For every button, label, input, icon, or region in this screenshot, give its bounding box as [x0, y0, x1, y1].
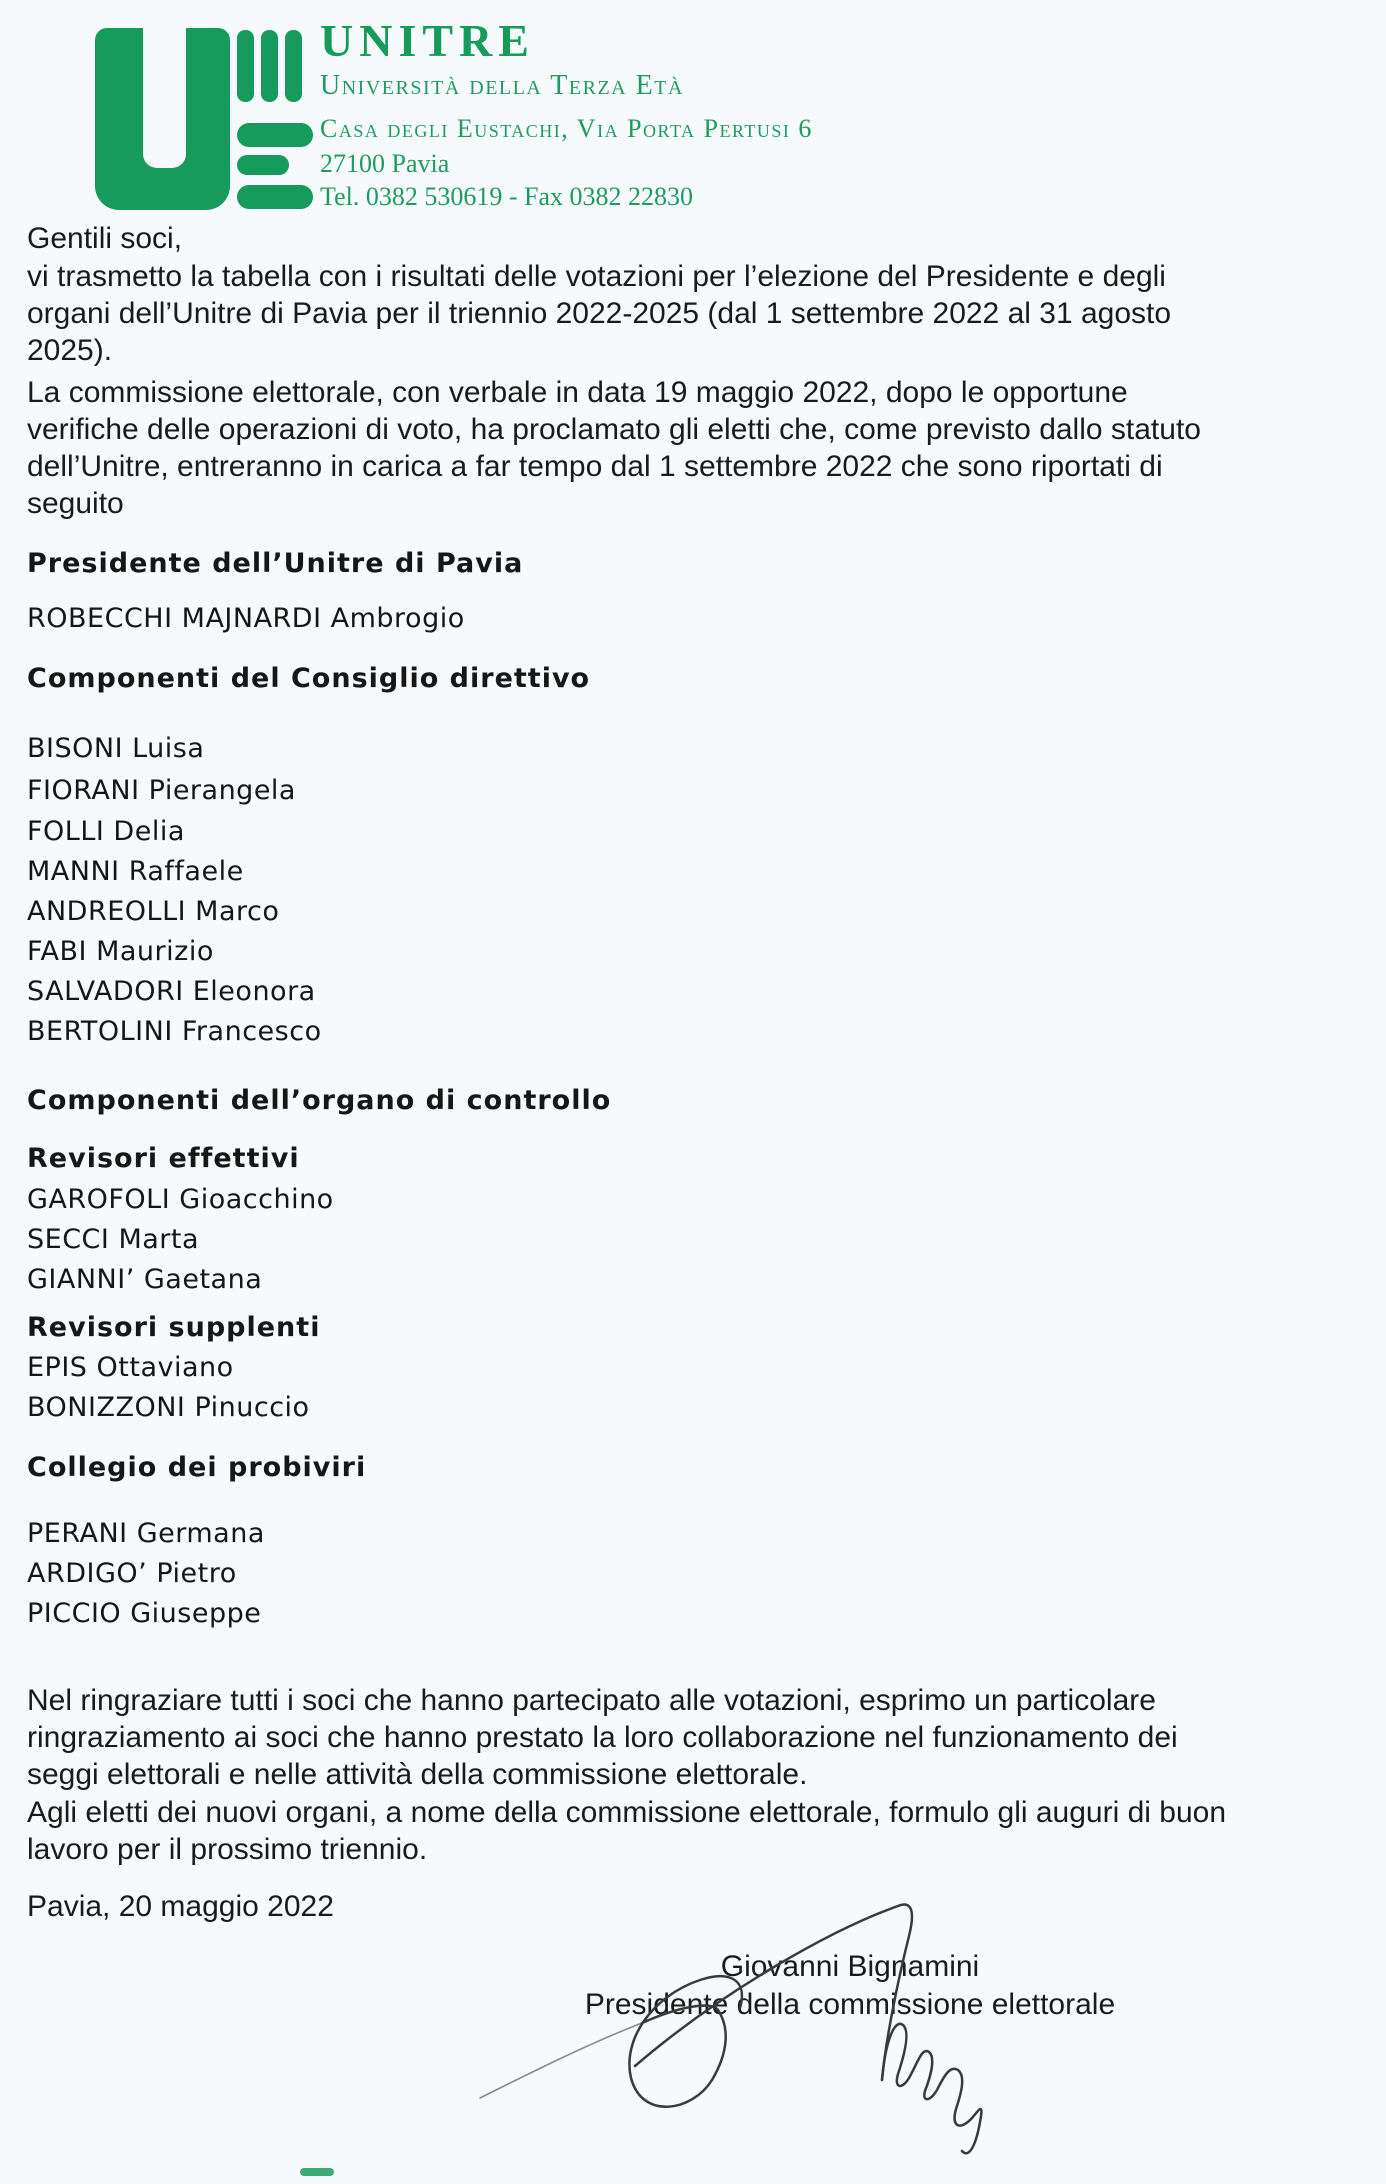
paragraph-wishes — [27, 1794, 1226, 1868]
member-name-piccio: PICCIO Giuseppe — [27, 1598, 262, 1629]
member-name-manni: MANNI Raffaele — [27, 856, 244, 887]
contact-line: Tel. 0382 530619 - Fax 0382 22830 — [320, 182, 693, 211]
paragraph-thanks — [27, 1682, 1178, 1793]
paragraph-line: seggi elettorali e nelle attività della commissione elettorale. — [27, 1758, 808, 1791]
member-name-bonizzoni: BONIZZONI Pinuccio — [27, 1392, 310, 1423]
logo-bar-icon — [237, 155, 289, 175]
section-heading-probiviri: Collegio dei probiviri — [27, 1452, 367, 1483]
paragraph-line: Nel ringraziare tutti i soci che hanno partecipato alle votazioni, esprimo un particolare — [27, 1684, 1156, 1717]
paragraph-line: lavoro per il prossimo triennio. — [27, 1833, 428, 1866]
paragraph-line: verifiche delle operazioni di voto, ha proclamato gli eletti che, come previsto dallo statuto — [27, 413, 1201, 446]
signer-name: Giovanni Bignamini — [720, 1950, 980, 1983]
paragraph-line: seguito — [27, 487, 124, 520]
section-heading-consiglio: Componenti del Consiglio direttivo — [27, 663, 591, 694]
logo-bar-icon — [237, 185, 313, 209]
paragraph-line: dell’Unitre, entreranno in carica a far tempo dal 1 settembre 2022 che sono riportati di — [27, 450, 1163, 483]
greeting: Gentili soci, — [27, 222, 183, 255]
logo-bar-icon — [237, 30, 254, 102]
logo-bar-icon — [237, 123, 313, 147]
member-name-secci: SECCI Marta — [27, 1224, 200, 1255]
address-line-2: 27100 Pavia — [320, 149, 450, 178]
paragraph-line: ringraziamento ai soci che hanno prestato la loro collaborazione nel funzionamento dei — [27, 1721, 1178, 1754]
place-date-line: Pavia, 20 maggio 2022 — [27, 1890, 334, 1923]
member-name-ardigo: ARDIGO’ Pietro — [27, 1558, 237, 1589]
logo-bar-icon — [261, 30, 278, 102]
section-heading-revisori-supplenti: Revisori supplenti — [27, 1312, 321, 1343]
member-name-garofoli: GAROFOLI Gioacchino — [27, 1184, 334, 1215]
logo-bar-icon — [285, 30, 302, 102]
paragraph-line: organi dell’Unitre di Pavia per il triennio 2022-2025 (dal 1 settembre 2022 al 31 agosto — [27, 297, 1172, 330]
member-name-salvadori: SALVADORI Eleonora — [27, 976, 316, 1007]
brand-title: UNITRE — [320, 15, 535, 66]
signature-block — [470, 1948, 1230, 2024]
paragraph-line: vi trasmetto la tabella con i risultati delle votazioni per l’elezione del Presidente e degli — [27, 260, 1166, 293]
member-name-perani: PERANI Germana — [27, 1518, 265, 1549]
member-name-bisoni: BISONI Luisa — [27, 733, 205, 764]
member-name-fabi: FABI Maurizio — [27, 936, 214, 967]
scan-artifact-mark — [300, 2168, 334, 2176]
brand-subtitle: Università della Terza Età — [320, 70, 684, 101]
member-name-bertolini: BERTOLINI Francesco — [27, 1016, 322, 1047]
paragraph-line: 2025). — [27, 334, 113, 367]
member-name-fiorani: FIORANI Pierangela — [27, 775, 296, 806]
logo-u-notch — [143, 28, 186, 168]
unitre-logo-icon — [95, 28, 315, 213]
section-heading-organo-controllo: Componenti dell’organo di controllo — [27, 1085, 612, 1116]
paragraph-results — [27, 258, 1171, 369]
member-name-robecchi: ROBECCHI MAJNARDI Ambrogio — [27, 603, 465, 634]
member-name-folli: FOLLI Delia — [27, 816, 185, 847]
member-name-epis: EPIS Ottaviano — [27, 1352, 234, 1383]
paragraph-line: Agli eletti dei nuovi organi, a nome della commissione elettorale, formulo gli auguri di buon — [27, 1796, 1227, 1829]
signer-role: Presidente della commissione elettorale — [584, 1988, 1116, 2021]
member-name-gianni: GIANNI’ Gaetana — [27, 1264, 263, 1295]
paragraph-commission — [27, 374, 1201, 522]
address-line-1: Casa degli Eustachi, Via Porta Pertusi 6 — [320, 114, 813, 143]
member-name-andreolli: ANDREOLLI Marco — [27, 896, 280, 927]
paragraph-line: La commissione elettorale, con verbale in data 19 maggio 2022, dopo le opportune — [27, 376, 1128, 409]
section-heading-revisori-effettivi: Revisori effettivi — [27, 1143, 300, 1174]
section-heading-presidente: Presidente dell’Unitre di Pavia — [27, 548, 524, 579]
